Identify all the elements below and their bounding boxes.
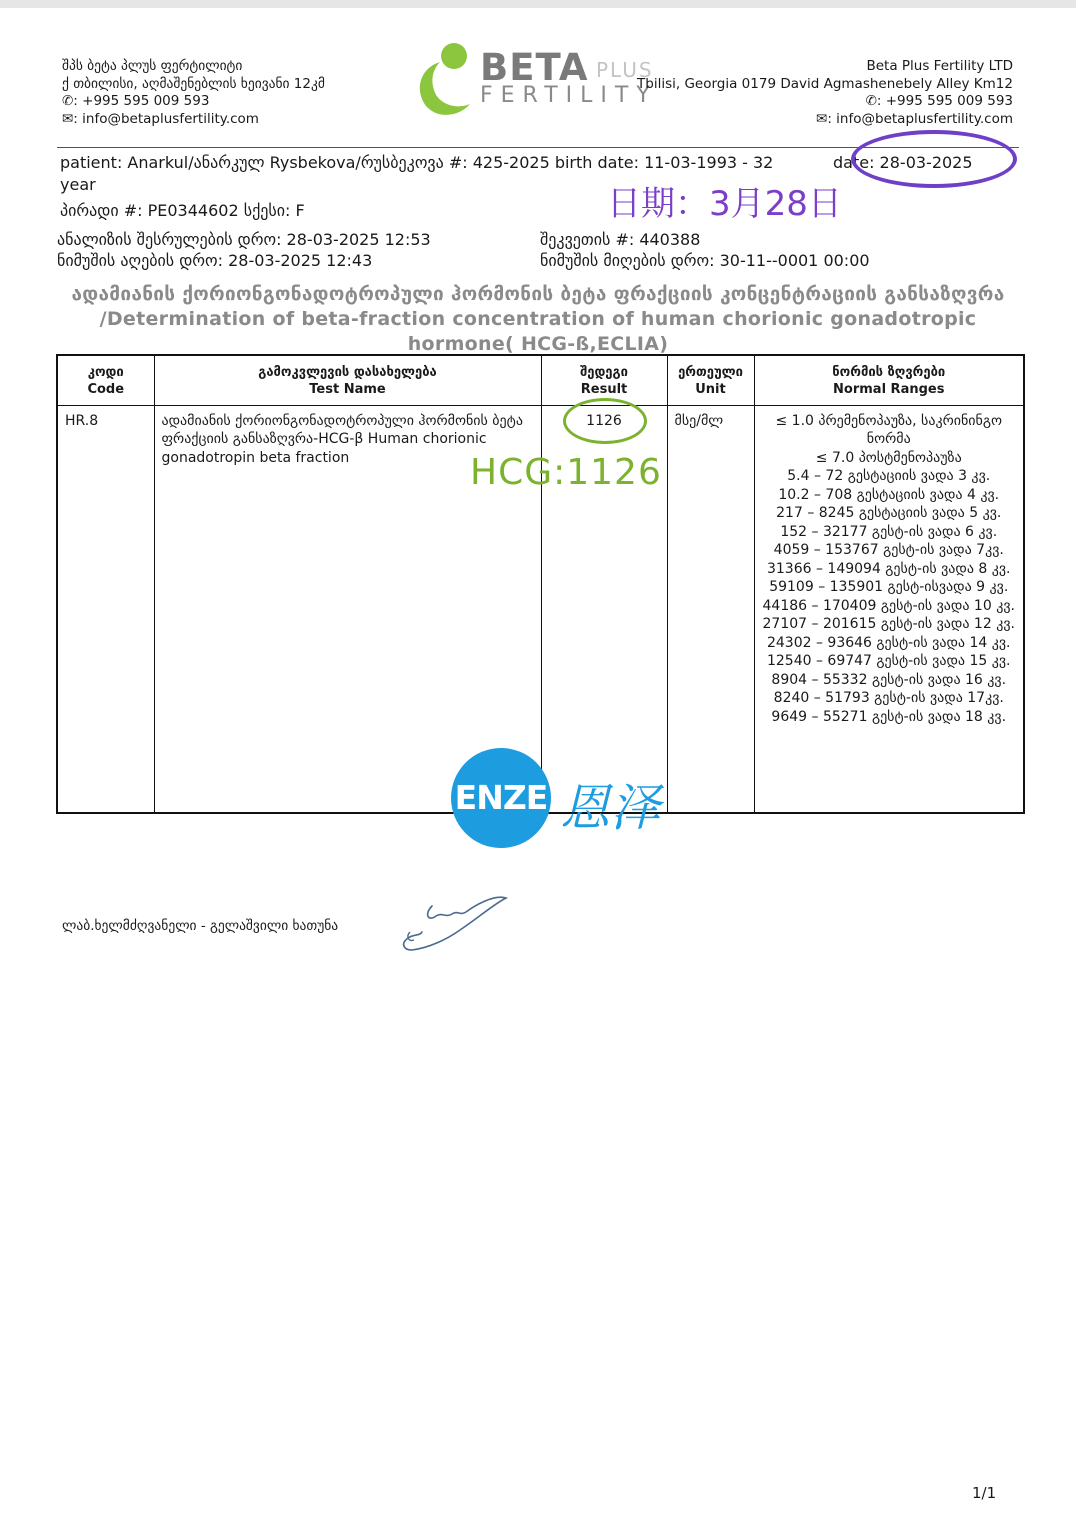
report-date: date: 28-03-2025 bbox=[833, 153, 973, 172]
range-line: 8904 – 55332 გესტ-ის ვადა 16 კვ. bbox=[771, 671, 1007, 688]
results-table bbox=[56, 354, 1025, 814]
clinic-address-en: Tbilisi, Georgia 0179 David Agmashenebely Alley Km12 bbox=[637, 75, 1013, 92]
header-code bbox=[57, 355, 154, 405]
range-line: ≤ 7.0 პოსტმენოპაუზა bbox=[815, 449, 962, 466]
clinic-email-en: ✉: info@betaplusfertility.com bbox=[816, 110, 1013, 127]
date-annotation-cn: 日期：3月28日 bbox=[607, 184, 842, 224]
date-highlight-circle bbox=[851, 130, 1017, 188]
patient-line: patient: Anarkul/ანარკულ Rysbekova/რუსბეკოვა #: 425-2025 birth date: 11-03-1993 - 32 bbox=[60, 153, 774, 172]
header-unit-en: Unit bbox=[695, 382, 726, 397]
range-line: 4059 – 153767 გესტ-ის ვადა 7კვ. bbox=[773, 542, 1004, 558]
header-unit-ka: ერთეული bbox=[678, 365, 743, 380]
enze-logo-circle: ENZE bbox=[451, 748, 551, 848]
header-result-ka: შედეგი bbox=[580, 365, 628, 380]
clinic-address-ka: ქ თბილისი, აღმაშენებლის ხეივანი 12კმ bbox=[62, 75, 325, 92]
logo-fertility-text: FERTILITY bbox=[480, 83, 658, 108]
header-normal-ranges bbox=[754, 355, 1024, 405]
range-line: 12540 – 69747 გესტ-ის ვადა 15 კვ. bbox=[766, 653, 1011, 669]
header-result-en: Result bbox=[580, 382, 628, 397]
cell-code: HR.8 bbox=[57, 405, 154, 813]
sample-taken-time: ნიმუშის აღების დრო: 28-03-2025 12:43 bbox=[57, 251, 373, 270]
enze-logo-cn: 恩泽 bbox=[560, 779, 660, 837]
clinic-contact-georgian bbox=[62, 58, 325, 128]
test-title-english-cont: hormone( HCG-ß,ECLIA) bbox=[407, 333, 669, 355]
order-number: შეკვეთის #: 440388 bbox=[540, 230, 701, 249]
cell-result: 1126 bbox=[541, 405, 667, 813]
clinic-phone-ka: ✆: +995 595 009 593 bbox=[62, 93, 210, 109]
test-title-georgian: ადამიანის ქორიონგონადოტროპული ჰორმონის ბეტა ფრაქციის კონცენტრაციის განსაზღვრა bbox=[71, 283, 1005, 305]
range-line: 31366 – 149094 გესტ-ის ვადა 8 კვ. bbox=[766, 560, 1011, 577]
header-test-name-ka: გამოკვლევის დასახელება bbox=[258, 365, 437, 380]
cell-normal-ranges bbox=[754, 405, 1024, 813]
clinic-name-ka: შპს ბეტა პლუს ფერტილიტი bbox=[62, 58, 243, 74]
range-line: 44186 – 170409 გესტ-ის ვადა 10 კვ. bbox=[762, 597, 1015, 614]
result-highlight-circle bbox=[563, 398, 647, 444]
personal-id-sex: პირადი #: PE0344602 სქესი: F bbox=[60, 201, 305, 220]
range-line: 24302 – 93646 გესტ-ის ვადა 14 კვ. bbox=[766, 634, 1011, 651]
patient-age-unit: year bbox=[60, 175, 96, 194]
range-line: 9649 – 55271 გესტ-ის ვადა 18 კვ. bbox=[771, 708, 1007, 725]
range-line: 152 – 32177 გესტ-ის ვადა 6 კვ. bbox=[780, 523, 998, 540]
header-unit bbox=[667, 355, 754, 405]
clinic-phone-en: ✆: +995 595 009 593 bbox=[865, 93, 1013, 109]
page-number: 1/1 bbox=[972, 1484, 997, 1502]
table-header-row bbox=[57, 355, 1024, 405]
logo-beta-text: BETA bbox=[480, 46, 589, 89]
clinic-name-en: Beta Plus Fertility LTD bbox=[866, 58, 1013, 74]
header-test-name-en: Test Name bbox=[309, 382, 386, 397]
range-line: 217 – 8245 გესტაციის ვადა 5 კვ. bbox=[776, 505, 1002, 521]
analysis-time: ანალიზის შესრულების დრო: 28-03-2025 12:53 bbox=[57, 230, 431, 249]
signature-scribble-icon bbox=[398, 892, 514, 956]
header-ranges-ka: ნორმის ზღვრები bbox=[832, 365, 946, 380]
logo-plus-text: PLUS bbox=[596, 58, 654, 82]
range-line: ≤ 1.0 პრემენოპაუზა, საკრინინგო ნორმა bbox=[775, 412, 1003, 447]
logo-leaf-icon bbox=[412, 38, 482, 118]
range-line: 10.2 – 708 გესტაციის ვადა 4 კვ. bbox=[778, 486, 1000, 503]
cell-test-name: ადამიანის ქორიონგონადოტროპული ჰორმონის ბეტა ფრაქციის განსაზღვრა-HCG-β Human chorionic gonadotropin beta fraction bbox=[154, 405, 541, 813]
sample-received-time: ნიმუშის მიღების დრო: 30-11--0001 00:00 bbox=[540, 251, 870, 270]
header-code-ka: კოდი bbox=[87, 365, 124, 380]
cell-unit: მსე/მლ bbox=[667, 405, 754, 813]
range-line: 27107 – 201615 გესტ-ის ვადა 12 კვ. bbox=[762, 616, 1015, 632]
header-test-name bbox=[154, 355, 541, 405]
range-line: 59109 – 135901 გესტ-ისვადა 9 კვ. bbox=[769, 579, 1009, 595]
clinic-email-ka: ✉: info@betaplusfertility.com bbox=[62, 110, 259, 127]
hcg-annotation: HCG:1126 bbox=[470, 452, 662, 493]
header-code-en: Code bbox=[87, 382, 125, 397]
range-line: 8240 – 51793 გესტ-ის ვადა 17კვ. bbox=[773, 690, 1004, 706]
header-ranges-en: Normal Ranges bbox=[833, 382, 945, 397]
test-title-english: /Determination of beta-fraction concentration of human chorionic gonadotropic bbox=[99, 308, 977, 330]
clinic-contact-english bbox=[637, 58, 1013, 128]
top-border bbox=[0, 0, 1076, 8]
lab-head-signature-label: ლაბ.ხელმძღვანელი - გელაშვილი ხათუნა bbox=[62, 918, 339, 934]
range-line: 5.4 – 72 გესტაციის ვადა 3 კვ. bbox=[787, 468, 991, 484]
